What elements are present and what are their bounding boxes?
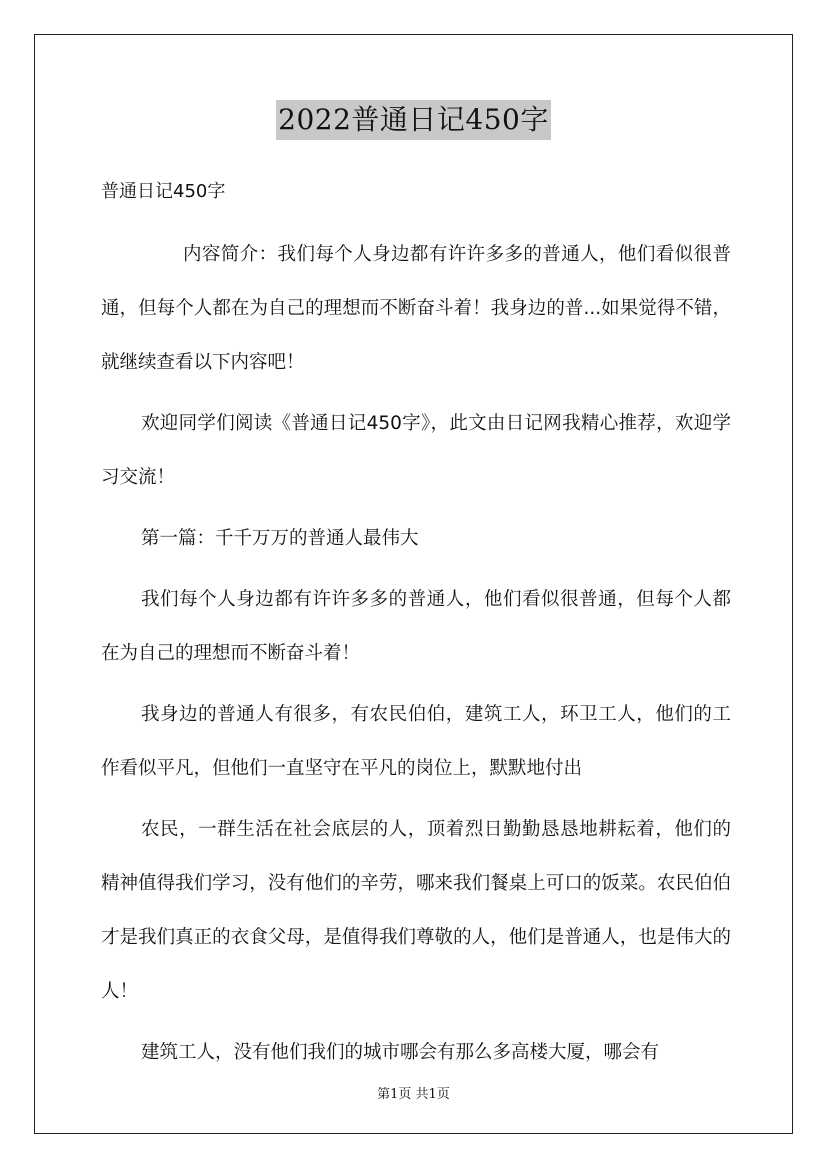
paragraph: 建筑工人，没有他们我们的城市哪会有那么多高楼大厦，哪会有: [141, 1042, 660, 1063]
document-subtitle: 普通日记450字: [101, 181, 226, 202]
paragraph-intro: 内容简介：我们每个人身边都有许许多多的普通人，他们看似很普通，但每个人都在为自己的理想而不断奋斗着！我身边的普...如果觉得不错，就继续查看以下内容吧！: [101, 244, 731, 373]
paragraph: 农民，一群生活在社会底层的人，顶着烈日勤勤恳恳地耕耘着，他们的精神值得我们学习，没有他们的辛劳，哪来我们餐桌上可口的饭菜。农民伯伯才是我们真正的衣食父母，是值得我们尊敬的人，他们是普通人，也是伟大的人！: [101, 819, 731, 1002]
document-title: 2022普通日记450字: [276, 100, 551, 140]
document-body: [101, 228, 731, 1087]
paragraph-heading: 第一篇：千千万万的普通人最伟大: [141, 528, 419, 549]
title-container: [0, 100, 827, 140]
paragraph-welcome: 欢迎同学们阅读《普通日记450字》，此文由日记网我精心推荐，欢迎学习交流！: [101, 413, 731, 488]
page-footer: 第1页 共1页: [377, 1087, 450, 1102]
paragraph: 我们每个人身边都有许许多多的普通人，他们看似很普通，但每个人都在为自己的理想而不断奋斗着！: [101, 589, 731, 664]
paragraph: 我身边的普通人有很多，有农民伯伯，建筑工人，环卫工人，他们的工作看似平凡，但他们一直坚守在平凡的岗位上，默默地付出: [101, 704, 731, 779]
